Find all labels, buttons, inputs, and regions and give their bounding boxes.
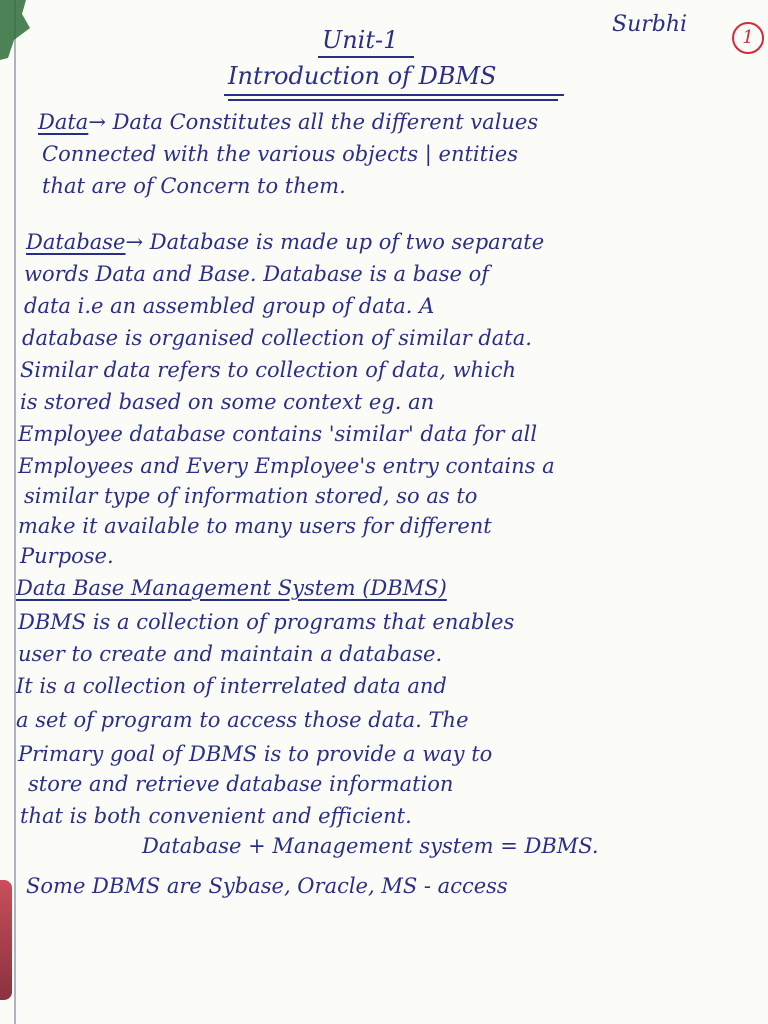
database-definition-line-6: is stored based on some context eg. an (20, 390, 435, 414)
dbms-definition-line-2: user to create and maintain a database. (18, 642, 443, 666)
title-underline-2 (228, 99, 558, 101)
data-definition-line-2: Connected with the various objects | entities (42, 142, 518, 166)
database-term: Database (26, 230, 126, 254)
unit-underline (318, 56, 414, 58)
margin-line (14, 0, 16, 1024)
dbms-formula: Database + Management system = DBMS. (142, 834, 599, 858)
data-definition-line-1: Data→ Data Constitutes all the different values (38, 110, 539, 134)
database-definition-line-3: data i.e an assembled group of data. A (24, 294, 435, 318)
page-number: 1 (732, 22, 764, 54)
dbms-definition-line-3: It is a collection of interrelated data and (16, 674, 447, 698)
page-title: Introduction of DBMS (228, 62, 497, 90)
dbms-definition-line-4: a set of program to access those data. The (16, 708, 469, 732)
dbms-definition-line-1: DBMS is a collection of programs that enables (18, 610, 515, 634)
database-definition-line-2: words Data and Base. Database is a base of (24, 262, 489, 286)
red-edge-mark (0, 880, 12, 1000)
green-ink-smudge (0, 0, 30, 60)
database-definition-line-7: Employee database contains 'similar' data for all (18, 422, 538, 446)
dbms-definition-line-7: that is both convenient and efficient. (20, 804, 412, 828)
unit-heading: Unit-1 (322, 26, 399, 54)
database-definition-line-9: similar type of information stored, so as to (24, 484, 478, 508)
data-term: Data (38, 110, 89, 134)
database-definition-line-1: Database→ Database is made up of two separate (26, 230, 545, 254)
dbms-definition-line-5: Primary goal of DBMS is to provide a way to (18, 742, 493, 766)
database-definition-line-10: make it available to many users for different (18, 514, 492, 538)
database-definition-line-4: database is organised collection of similar data. (22, 326, 532, 350)
data-definition-line-3: that are of Concern to them. (42, 174, 346, 198)
database-definition-line-5: Similar data refers to collection of data, which (20, 358, 517, 382)
database-definition-line-8: Employees and Every Employee's entry contains a (18, 454, 555, 478)
dbms-heading: Data Base Management System (DBMS) (16, 576, 447, 600)
database-definition-line-11: Purpose. (20, 544, 114, 568)
author-name: Surbhi (612, 12, 688, 37)
dbms-definition-line-6: store and retrieve database information (28, 772, 454, 796)
title-underline (224, 94, 564, 96)
dbms-examples: Some DBMS are Sybase, Oracle, MS - access (26, 874, 508, 898)
